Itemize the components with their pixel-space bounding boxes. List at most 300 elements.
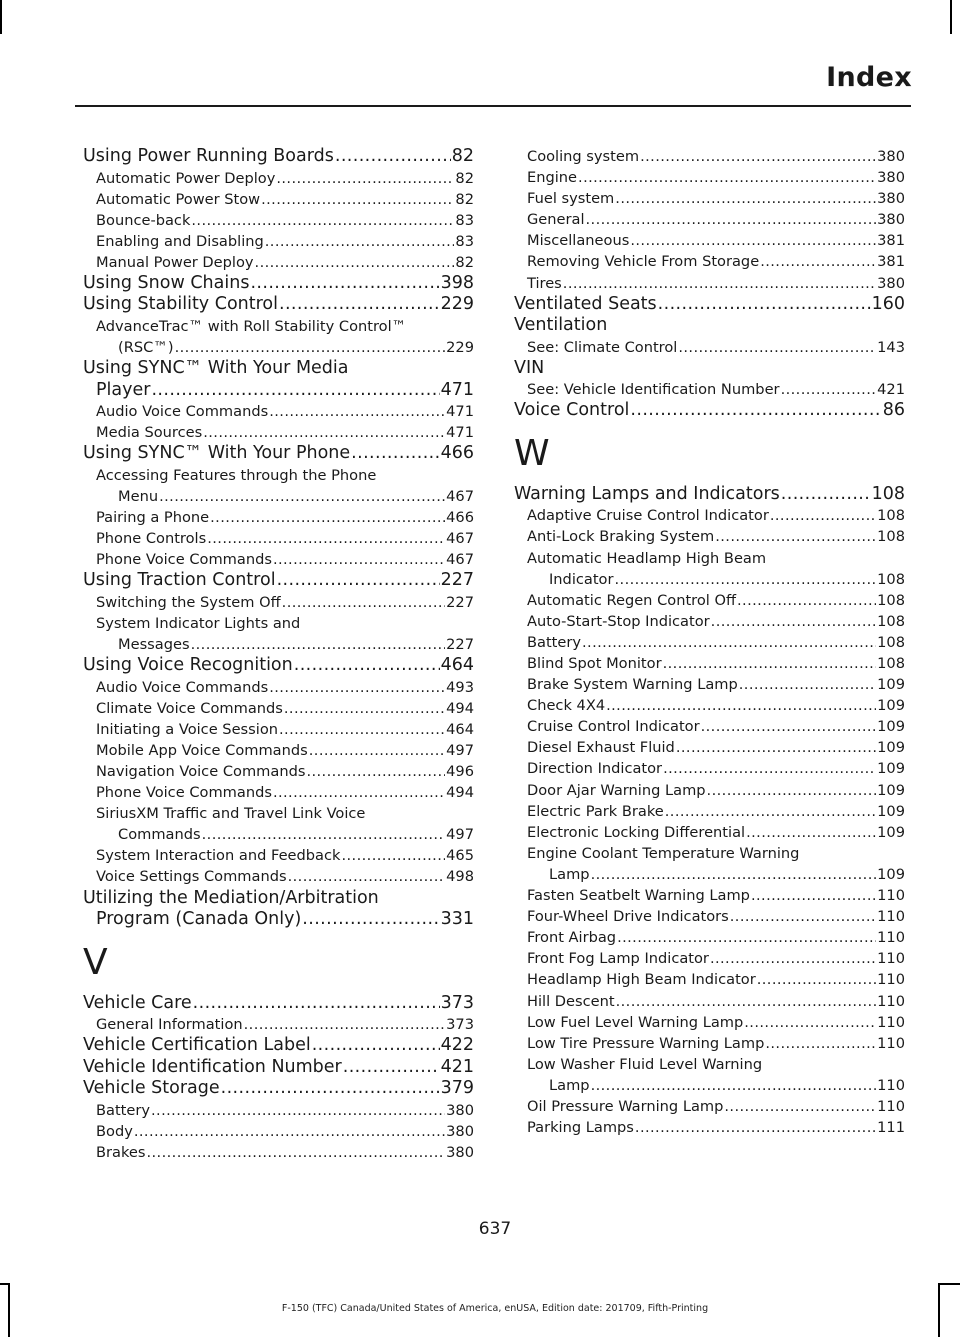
entry-text: Vehicle Care bbox=[83, 992, 192, 1013]
entry-leader-line bbox=[527, 716, 905, 737]
entry-text: Electric Park Brake bbox=[527, 802, 664, 820]
entry-leader-line bbox=[96, 189, 474, 210]
entry-page-number: 109 bbox=[877, 781, 905, 799]
entry-page-number: 381 bbox=[877, 253, 905, 271]
index-column-left bbox=[83, 146, 474, 1163]
entry-text-line: Automatic Headlamp High Beam bbox=[527, 549, 767, 567]
entry-leader-line bbox=[527, 948, 905, 969]
entry-text: Headlamp High Beam Indicator bbox=[527, 971, 756, 989]
entry-page-number: 497 bbox=[446, 826, 474, 844]
index-subentry-enabling-and-disabling bbox=[83, 231, 474, 252]
entry-page-number: 380 bbox=[877, 274, 905, 292]
entry-text-line: Engine Coolant Temperature Warning bbox=[527, 844, 800, 862]
dot-leader bbox=[724, 1096, 876, 1117]
index-subentry-body bbox=[83, 1121, 474, 1142]
entry-page-number: 497 bbox=[446, 741, 474, 759]
entry-leader-line bbox=[83, 380, 474, 402]
dot-leader bbox=[737, 590, 876, 611]
index-subentry-brake-system-warning-lamp bbox=[514, 674, 905, 695]
entry-text: Fasten Seatbelt Warning Lamp bbox=[527, 887, 750, 905]
entry-page-number: 381 bbox=[877, 232, 905, 250]
dot-leader bbox=[276, 168, 454, 189]
index-section-letter: W bbox=[514, 432, 550, 474]
dot-leader bbox=[606, 695, 876, 716]
entry-leader-line bbox=[96, 1100, 474, 1121]
index-entry-voice-control bbox=[514, 400, 905, 422]
entry-page-number: 109 bbox=[877, 739, 905, 757]
entry-page-number: 471 bbox=[440, 379, 474, 400]
entry-page-number: 380 bbox=[877, 148, 905, 165]
entry-text: Four-Wheel Drive Indicators bbox=[527, 908, 729, 926]
dot-leader bbox=[663, 653, 877, 674]
index-subentry-oil-pressure-warning-lamp bbox=[514, 1096, 905, 1117]
dot-leader bbox=[202, 824, 446, 845]
entry-page-number: 110 bbox=[877, 1013, 905, 1031]
entry-leader-line bbox=[96, 677, 474, 698]
dot-leader bbox=[578, 167, 876, 188]
index-section-letter: V bbox=[83, 941, 108, 983]
crop-mark-bottom-right-h bbox=[938, 1283, 960, 1285]
entry-page-number: 82 bbox=[451, 146, 474, 166]
entry-leader-line bbox=[527, 969, 905, 990]
dot-leader bbox=[250, 273, 439, 295]
page-title: Index bbox=[826, 62, 912, 93]
index-subentry-electronic-locking-differential bbox=[514, 822, 905, 843]
entry-text: Warning Lamps and Indicators bbox=[514, 483, 780, 504]
dot-leader bbox=[279, 294, 440, 316]
entry-page-number: 467 bbox=[446, 530, 474, 548]
entry-leader-line bbox=[514, 294, 905, 316]
entry-page-number: 227 bbox=[446, 636, 474, 653]
entry-page-number: 380 bbox=[877, 169, 905, 187]
entry-text: Phone Voice Commands bbox=[96, 784, 272, 802]
dot-leader bbox=[781, 379, 877, 400]
entry-leader-line bbox=[96, 866, 474, 887]
dot-leader bbox=[159, 486, 445, 507]
entry-page-number: 465 bbox=[446, 847, 474, 865]
entry-text: Audio Voice Commands bbox=[96, 403, 269, 421]
entry-page-number: 110 bbox=[877, 1034, 905, 1052]
entry-text: See: Vehicle Identification Number bbox=[527, 381, 780, 399]
entry-page-number: 471 bbox=[446, 424, 474, 442]
dot-leader bbox=[146, 1142, 445, 1163]
dot-leader bbox=[288, 866, 446, 887]
entry-page-number: 143 bbox=[877, 338, 905, 356]
entry-text: Cooling system bbox=[527, 148, 640, 165]
entry-text: Door Ajar Warning Lamp bbox=[527, 781, 706, 799]
entry-text: Using Voice Recognition bbox=[83, 655, 293, 676]
index-subentry-anti-lock-braking-system bbox=[514, 526, 905, 547]
index-subentry-brakes bbox=[83, 1142, 474, 1163]
entry-leader-line bbox=[527, 695, 905, 716]
entry-page-number: 160 bbox=[871, 293, 905, 314]
entry-page-number: 83 bbox=[455, 232, 474, 250]
dot-leader bbox=[269, 401, 445, 422]
entry-page-number: 496 bbox=[446, 762, 474, 780]
entry-page-number: 494 bbox=[446, 784, 474, 802]
index-subentry-climate-voice-commands bbox=[83, 698, 474, 719]
entry-leader-line bbox=[527, 927, 905, 948]
entry-page-number: 466 bbox=[440, 443, 474, 464]
dot-leader bbox=[765, 1033, 876, 1054]
entry-text: Fuel system bbox=[527, 190, 615, 208]
entry-leader-line bbox=[96, 740, 474, 761]
entry-text: Low Tire Pressure Warning Lamp bbox=[527, 1034, 765, 1052]
entry-leader-line bbox=[527, 801, 905, 822]
dot-leader bbox=[707, 780, 877, 801]
dot-leader bbox=[244, 1014, 446, 1035]
index-entry-ventilated-seats bbox=[514, 294, 905, 316]
index-subentry-blind-spot-monitor bbox=[514, 653, 905, 674]
dot-leader bbox=[279, 719, 445, 740]
dot-leader bbox=[255, 252, 455, 273]
entry-text: Automatic Power Stow bbox=[96, 190, 261, 208]
index-subentry-low-tire-pressure-warning-lamp bbox=[514, 1033, 905, 1054]
entry-text: Using Snow Chains bbox=[83, 272, 250, 293]
entry-text: Messages bbox=[118, 636, 190, 653]
dot-leader bbox=[635, 1117, 876, 1138]
dot-leader bbox=[269, 677, 445, 698]
entry-page-number: 108 bbox=[877, 612, 905, 630]
index-entry-warning-lamps-and-indicators bbox=[514, 484, 905, 506]
entry-leader-line bbox=[527, 167, 905, 188]
entry-leader-line bbox=[527, 1033, 905, 1054]
entry-text: Media Sources bbox=[96, 424, 203, 442]
index-subentry-parking-lamps bbox=[514, 1117, 905, 1138]
index-subentry-phone-controls bbox=[83, 528, 474, 549]
index-subentry-system-indicator-lights-and-messages bbox=[83, 613, 474, 655]
entry-text: Tires bbox=[527, 274, 562, 292]
index-subentry-diesel-exhaust-fluid bbox=[514, 737, 905, 758]
entry-leader-line bbox=[527, 337, 905, 358]
dot-leader bbox=[591, 1075, 877, 1096]
entry-page-number: 110 bbox=[877, 1076, 905, 1094]
entry-page-number: 421 bbox=[877, 381, 905, 399]
index-subentry-low-fuel-level-warning-lamp bbox=[514, 1012, 905, 1033]
dot-leader bbox=[284, 698, 445, 719]
entry-text: Automatic Power Deploy bbox=[96, 169, 276, 187]
index-subentry-phone-voice-commands bbox=[83, 782, 474, 803]
entry-text: Phone Controls bbox=[96, 530, 207, 548]
entry-leader-line bbox=[96, 634, 474, 655]
dot-leader bbox=[715, 526, 876, 547]
entry-page-number: 109 bbox=[877, 760, 905, 778]
entry-text: Voice Settings Commands bbox=[96, 868, 287, 886]
entry-leader-line bbox=[527, 822, 905, 843]
entry-leader-line bbox=[96, 252, 474, 273]
index-subentry-manual-power-deploy bbox=[83, 252, 474, 273]
entry-page-number: 229 bbox=[446, 339, 474, 357]
entry-leader-line bbox=[527, 737, 905, 758]
entry-text: General bbox=[527, 211, 585, 229]
dot-leader bbox=[151, 380, 439, 402]
entry-text: Parking Lamps bbox=[527, 1119, 634, 1137]
entry-leader-line bbox=[83, 146, 474, 168]
dot-leader bbox=[640, 146, 876, 167]
entry-page-number: 379 bbox=[440, 1078, 474, 1099]
dot-leader bbox=[617, 927, 876, 948]
entry-text: Oil Pressure Warning Lamp bbox=[527, 1097, 724, 1115]
entry-text: Using Power Running Boards bbox=[83, 146, 334, 166]
entry-page-number: 108 bbox=[877, 655, 905, 672]
dot-leader bbox=[294, 655, 440, 677]
index-subentry-direction-indicator bbox=[514, 758, 905, 779]
entry-text: Direction Indicator bbox=[527, 760, 663, 778]
index-subentry-auto-start-stop-indicator bbox=[514, 611, 905, 632]
entry-text: Front Airbag bbox=[527, 929, 617, 947]
entry-page-number: 464 bbox=[446, 720, 474, 738]
entry-page-number: 83 bbox=[455, 211, 474, 229]
entry-leader-line bbox=[83, 1057, 474, 1079]
entry-text: Manual Power Deploy bbox=[96, 253, 254, 271]
entry-text: Audio Voice Commands bbox=[96, 678, 269, 696]
entry-text: Miscellaneous bbox=[527, 232, 630, 250]
entry-text: Program (Canada Only) bbox=[96, 909, 302, 930]
entry-leader-line bbox=[83, 993, 474, 1015]
entry-page-number: 471 bbox=[446, 403, 474, 421]
dot-leader bbox=[273, 549, 445, 570]
dot-leader bbox=[770, 505, 876, 526]
dot-leader bbox=[711, 611, 876, 632]
index-entry-vin: VIN bbox=[514, 357, 545, 378]
index-entry-vehicle-care bbox=[83, 993, 474, 1015]
index-subentry-engine bbox=[514, 167, 905, 188]
entry-leader-line bbox=[96, 761, 474, 782]
entry-leader-line bbox=[96, 210, 474, 231]
entry-text-line: Using SYNC™ With Your Media bbox=[83, 358, 349, 379]
entry-text-line: System Indicator Lights and bbox=[96, 614, 301, 632]
dot-leader bbox=[563, 273, 876, 294]
entry-leader-line bbox=[83, 443, 474, 465]
entry-page-number: 373 bbox=[440, 992, 474, 1013]
entry-page-number: 467 bbox=[446, 551, 474, 569]
dot-leader bbox=[151, 1100, 445, 1121]
entry-leader-line bbox=[83, 570, 474, 592]
index-subentry-switching-the-system-off bbox=[83, 592, 474, 613]
dot-leader bbox=[175, 337, 446, 358]
entry-text: Blind Spot Monitor bbox=[527, 655, 662, 672]
entry-leader-line bbox=[527, 864, 905, 885]
entry-text: Diesel Exhaust Fluid bbox=[527, 739, 675, 757]
entry-text: Player bbox=[96, 379, 151, 400]
entry-text: Switching the System Off bbox=[96, 593, 281, 611]
entry-leader-line bbox=[96, 528, 474, 549]
index-subentry-general-information bbox=[83, 1014, 474, 1035]
entry-text: Electronic Locking Differential bbox=[527, 823, 746, 841]
index-entry-using-voice-recognition bbox=[83, 655, 474, 677]
entry-text-line: Utilizing the Mediation/Arbitration bbox=[83, 887, 379, 908]
header-divider bbox=[75, 105, 911, 107]
entry-page-number: 108 bbox=[877, 507, 905, 525]
dot-leader bbox=[746, 822, 876, 843]
entry-page-number: 109 bbox=[877, 718, 905, 736]
entry-leader-line bbox=[83, 655, 474, 677]
entry-page-number: 110 bbox=[877, 887, 905, 905]
dot-leader bbox=[744, 1012, 876, 1033]
index-subentry-phone-voice-commands bbox=[83, 549, 474, 570]
index-subentry-see-climate-control bbox=[514, 337, 905, 358]
dot-leader bbox=[663, 758, 876, 779]
entry-text: General Information bbox=[96, 1016, 243, 1034]
index-subentry-automatic-power-stow bbox=[83, 189, 474, 210]
entry-leader-line bbox=[527, 1117, 905, 1138]
entry-text-line: Accessing Features through the Phone bbox=[96, 466, 377, 484]
index-subentry-front-airbag bbox=[514, 927, 905, 948]
entry-text: Battery bbox=[527, 633, 582, 651]
entry-page-number: 467 bbox=[446, 487, 474, 505]
dot-leader bbox=[658, 294, 871, 316]
entry-leader-line bbox=[527, 590, 905, 611]
entry-leader-line bbox=[527, 188, 905, 209]
entry-page-number: 380 bbox=[446, 1101, 474, 1119]
dot-leader bbox=[665, 801, 876, 822]
entry-page-number: 331 bbox=[440, 909, 474, 930]
index-entry-vehicle-storage bbox=[83, 1078, 474, 1100]
dot-leader bbox=[710, 948, 876, 969]
entry-text: Indicator bbox=[549, 570, 614, 588]
entry-leader-line bbox=[96, 168, 474, 189]
entry-page-number: 464 bbox=[440, 655, 474, 676]
entry-page-number: 498 bbox=[446, 868, 474, 886]
entry-leader-line bbox=[527, 209, 905, 230]
entry-text: Battery bbox=[96, 1101, 151, 1119]
index-subentry-initiating-a-voice-session bbox=[83, 719, 474, 740]
dot-leader bbox=[282, 592, 445, 613]
dot-leader bbox=[757, 969, 876, 990]
dot-leader bbox=[261, 189, 454, 210]
entry-leader-line bbox=[527, 230, 905, 251]
entry-page-number: 493 bbox=[446, 678, 474, 696]
dot-leader bbox=[203, 422, 445, 443]
index-subentry-advancetrac-with-roll-stability-control-rsc bbox=[83, 316, 474, 358]
entry-leader-line bbox=[527, 1096, 905, 1117]
entry-page-number: 373 bbox=[446, 1016, 474, 1034]
entry-text: (RSC™) bbox=[118, 339, 174, 357]
dot-leader bbox=[335, 146, 451, 168]
dot-leader bbox=[615, 569, 877, 590]
entry-leader-line bbox=[83, 273, 474, 295]
entry-page-number: 110 bbox=[877, 950, 905, 968]
entry-page-number: 108 bbox=[877, 570, 905, 588]
dot-leader bbox=[630, 400, 881, 422]
index-entry-using-sync-with-your-media-player bbox=[83, 358, 474, 401]
entry-page-number: 111 bbox=[877, 1119, 905, 1137]
entry-text: Using SYNC™ With Your Phone bbox=[83, 443, 351, 464]
dot-leader bbox=[343, 1057, 440, 1079]
entry-page-number: 110 bbox=[877, 1097, 905, 1115]
entry-leader-line bbox=[527, 569, 905, 590]
index-subentry-voice-settings-commands bbox=[83, 866, 474, 887]
index-subentry-system-interaction-and-feedback bbox=[83, 845, 474, 866]
dot-leader bbox=[210, 507, 445, 528]
entry-page-number: 380 bbox=[446, 1143, 474, 1161]
dot-leader bbox=[207, 528, 445, 549]
dot-leader bbox=[760, 251, 876, 272]
dot-leader bbox=[701, 716, 877, 737]
index-subentry-automatic-regen-control-off bbox=[514, 590, 905, 611]
dot-leader bbox=[616, 991, 877, 1012]
index-subentry-pairing-a-phone bbox=[83, 507, 474, 528]
index-subentry-miscellaneous bbox=[514, 230, 905, 251]
entry-leader-line bbox=[527, 146, 905, 167]
index-subentry-bounce-back bbox=[83, 210, 474, 231]
index-subentry-mobile-app-voice-commands bbox=[83, 740, 474, 761]
entry-leader-line bbox=[527, 505, 905, 526]
entry-leader-line bbox=[527, 653, 905, 674]
index-subentry-removing-vehicle-from-storage bbox=[514, 251, 905, 272]
entry-page-number: 109 bbox=[877, 823, 905, 841]
entry-page-number: 108 bbox=[877, 591, 905, 609]
index-subentry-fasten-seatbelt-warning-lamp bbox=[514, 885, 905, 906]
index-subentry-door-ajar-warning-lamp bbox=[514, 780, 905, 801]
entry-text: Front Fog Lamp Indicator bbox=[527, 950, 709, 968]
index-subentry-audio-voice-commands bbox=[83, 677, 474, 698]
entry-text-line: AdvanceTrac™ with Roll Stability Control™ bbox=[96, 317, 407, 335]
index-entry-utilizing-the-mediation-arbitration-program-canada-only bbox=[83, 888, 474, 931]
dot-leader bbox=[265, 231, 455, 252]
index-entry-using-power-running-boards bbox=[83, 146, 474, 168]
entry-page-number: 422 bbox=[440, 1035, 474, 1056]
entry-text: Phone Voice Commands bbox=[96, 551, 272, 569]
dot-leader bbox=[739, 674, 876, 695]
entry-page-number: 109 bbox=[877, 676, 905, 694]
entry-text: Lamp bbox=[549, 1076, 590, 1094]
entry-leader-line bbox=[83, 1078, 474, 1100]
dot-leader bbox=[751, 885, 876, 906]
dot-leader bbox=[586, 209, 877, 230]
index-column-right bbox=[514, 146, 905, 1138]
entry-text: Climate Voice Commands bbox=[96, 699, 283, 717]
dot-leader bbox=[591, 864, 877, 885]
index-subentry-engine-coolant-temperature-warning-lamp bbox=[514, 843, 905, 885]
dot-leader bbox=[312, 1035, 440, 1057]
index-entry-using-snow-chains bbox=[83, 273, 474, 295]
dot-leader bbox=[193, 993, 440, 1015]
entry-page-number: 227 bbox=[446, 593, 474, 611]
dot-leader bbox=[676, 737, 876, 758]
entry-page-number: 109 bbox=[877, 697, 905, 715]
entry-leader-line bbox=[83, 1035, 474, 1057]
entry-page-number: 109 bbox=[877, 802, 905, 820]
crop-mark-top-right bbox=[950, 0, 952, 34]
entry-text: Navigation Voice Commands bbox=[96, 762, 306, 780]
entry-page-number: 86 bbox=[882, 400, 905, 421]
dot-leader bbox=[273, 782, 445, 803]
index-entry-using-stability-control bbox=[83, 294, 474, 316]
dot-leader bbox=[277, 570, 440, 592]
entry-text: Menu bbox=[118, 487, 159, 505]
dot-leader bbox=[582, 632, 876, 653]
entry-text: Bounce-back bbox=[96, 211, 191, 229]
index-subentry-headlamp-high-beam-indicator bbox=[514, 969, 905, 990]
entry-text: Cruise Control Indicator bbox=[527, 718, 700, 736]
entry-text: Pairing a Phone bbox=[96, 509, 210, 527]
index-subentry-hill-descent bbox=[514, 991, 905, 1012]
index-subentry-cruise-control-indicator bbox=[514, 716, 905, 737]
dot-leader bbox=[341, 845, 445, 866]
entry-page-number: 466 bbox=[446, 509, 474, 527]
entry-text: Engine bbox=[527, 169, 578, 187]
entry-text: Vehicle Storage bbox=[83, 1078, 220, 1099]
entry-text: Commands bbox=[118, 826, 201, 844]
entry-leader-line bbox=[96, 824, 474, 845]
crop-mark-top-left bbox=[0, 0, 2, 34]
entry-leader-line bbox=[83, 294, 474, 316]
entry-leader-line bbox=[96, 422, 474, 443]
entry-text: System Interaction and Feedback bbox=[96, 847, 341, 865]
index-subentry-battery bbox=[83, 1100, 474, 1121]
dot-leader bbox=[191, 634, 446, 655]
